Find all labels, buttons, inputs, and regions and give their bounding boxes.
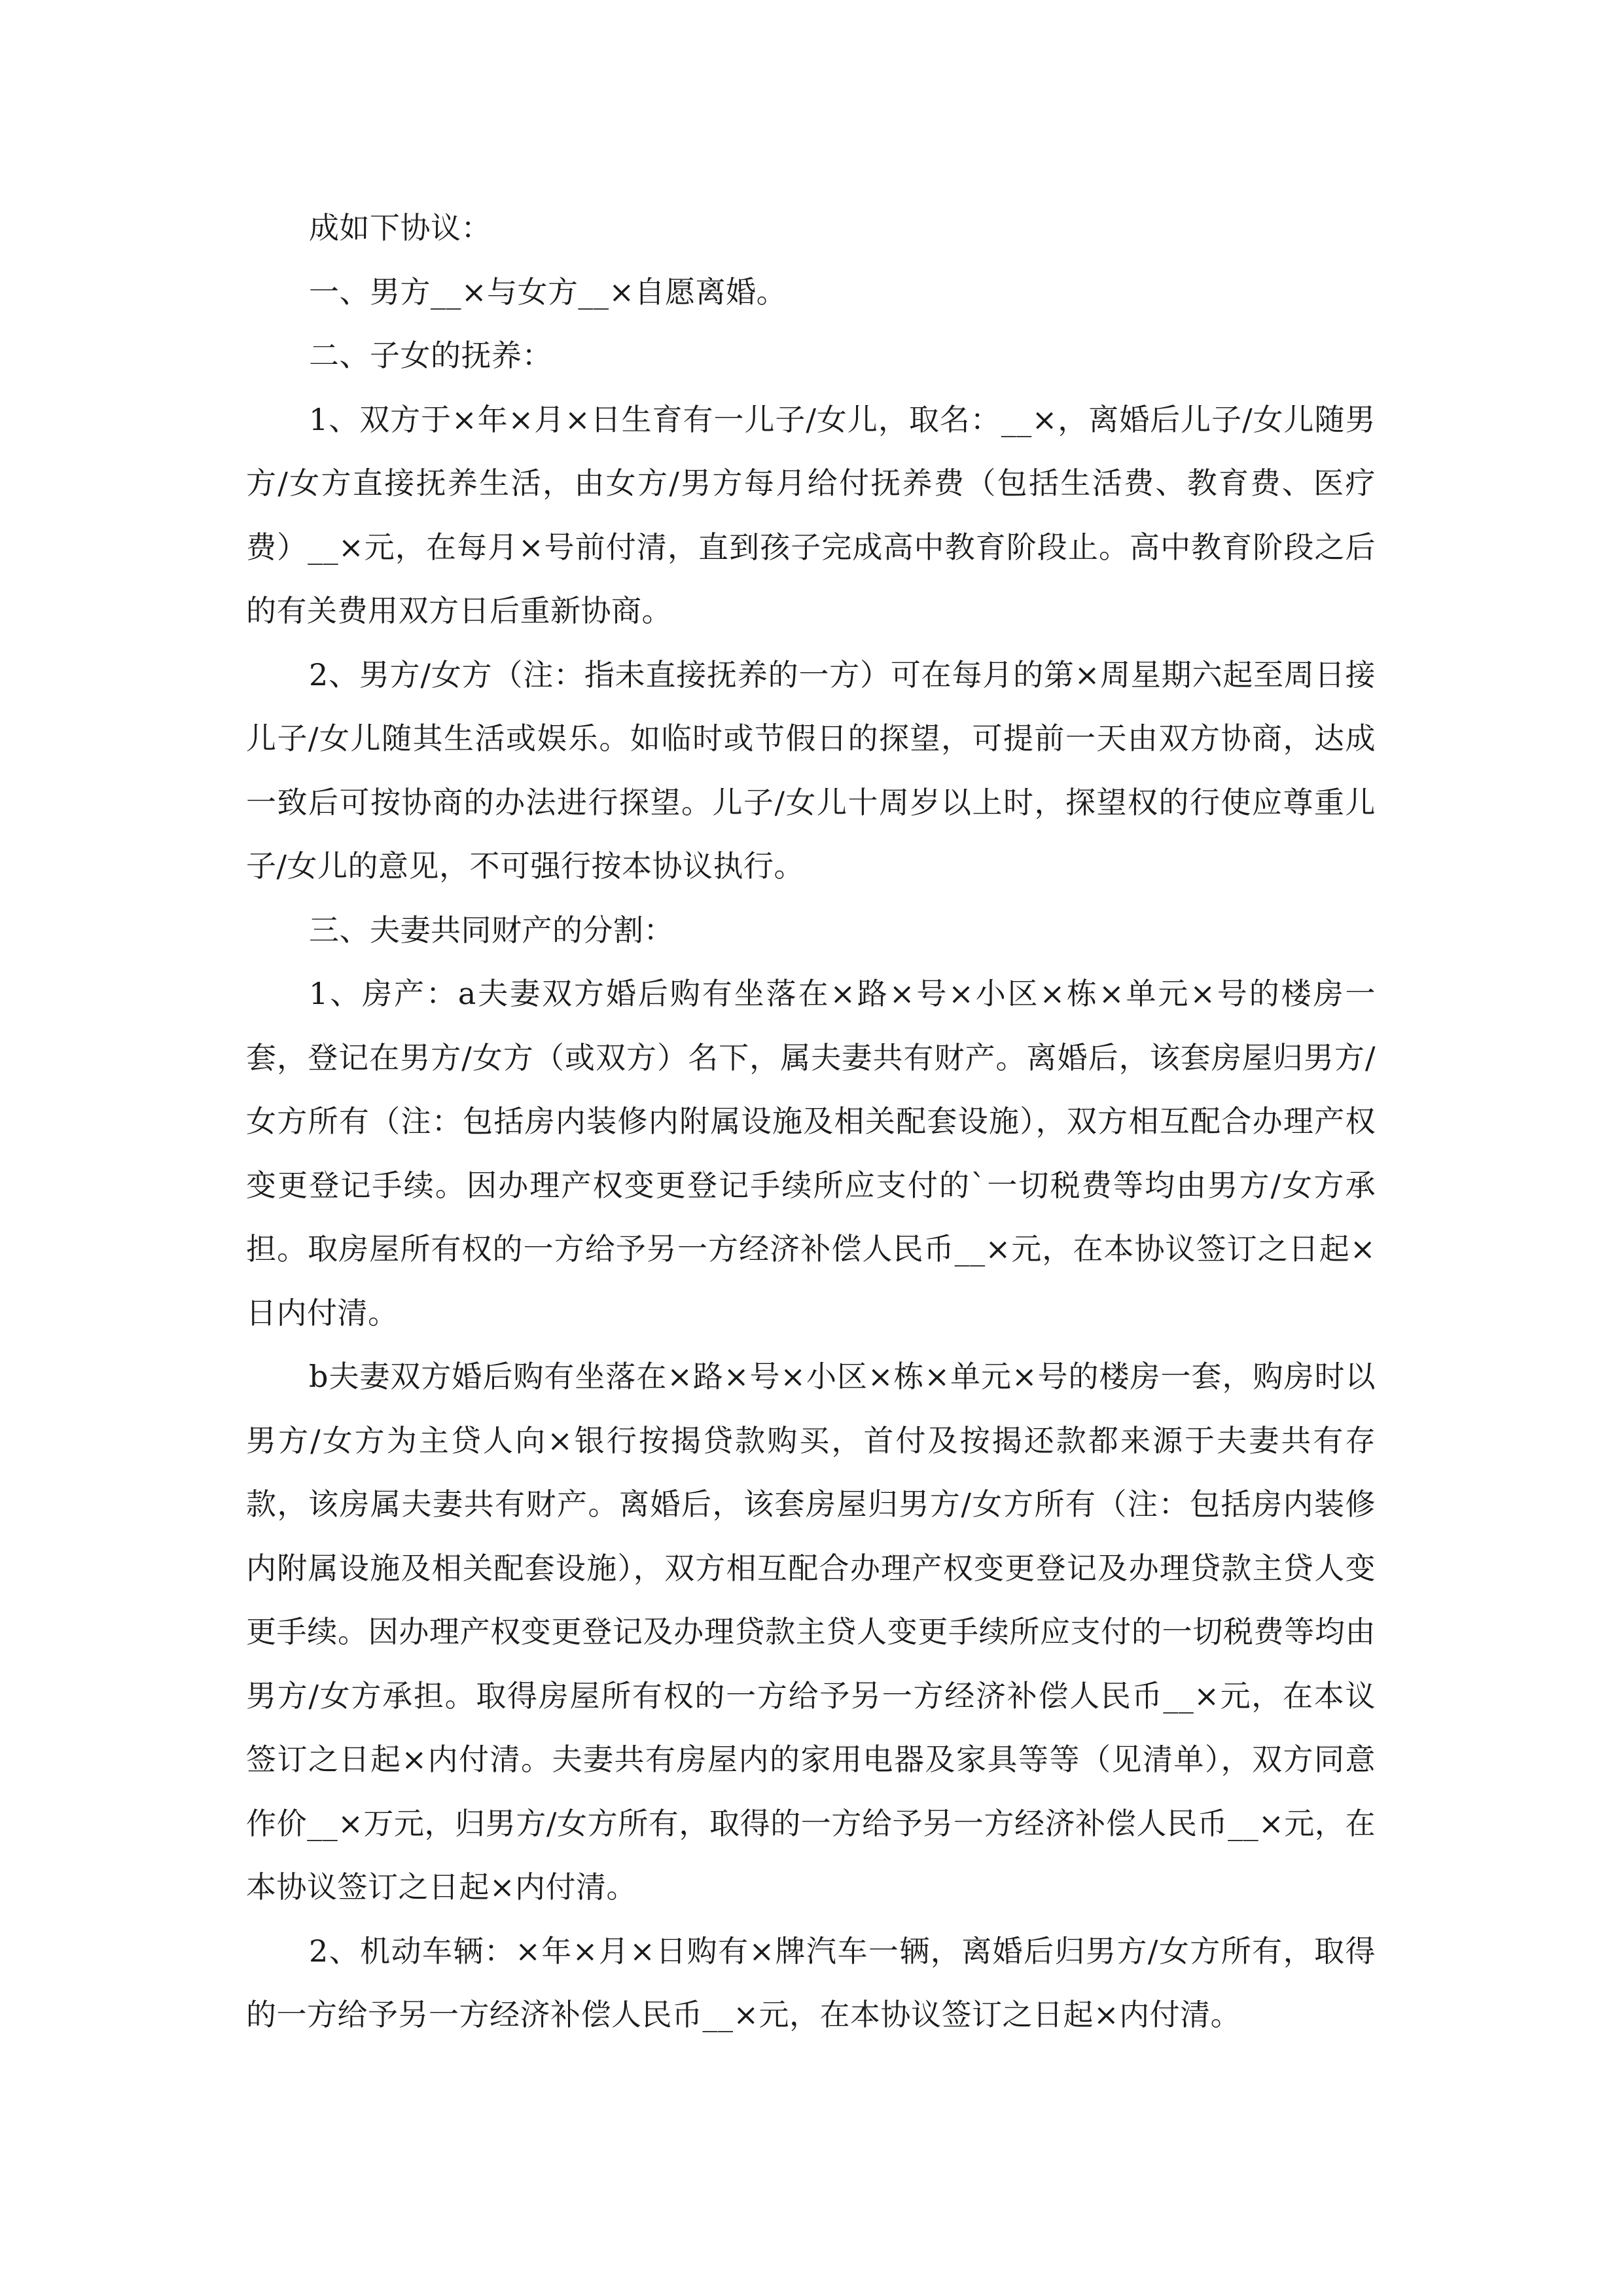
document-body: [246, 196, 1376, 2047]
paragraph-child-support: 1、双方于×年×月×日生育有一儿子/女儿，取名：__×，离婚后儿子/女儿随男方/女方直接抚养生活，由女方/男方每月给付抚养费（包括生活费、教育费、医疗费）__×元，在每月×号前付清，直到孩子完成高中教育阶段止。高中教育阶段之后的有关费用双方日后重新协商。: [246, 401, 1376, 628]
paragraph-real-estate-a: 1、房产：a夫妻双方婚后购有坐落在×路×号×小区×栋×单元×号的楼房一套，登记在男方/女方（或双方）名下，属夫妻共有财产。离婚后，该套房屋归男方/女方所有（注：包括房内装修内附属设施及相关配套设施），双方相互配合办理产权变更登记手续。因办理产权变更登记手续所应支付的`一切税费等均由男方/女方承担。取房屋所有权的一方给予另一方经济补偿人民币__×元，在本协议签订之日起×日内付清。: [246, 976, 1376, 1331]
section-heading-property-division: 三、夫妻共同财产的分割：: [309, 912, 674, 948]
paragraph-visitation: 2、男方/女方（注：指未直接抚养的一方）可在每月的第×周星期六起至周日接儿子/女儿随其生活或娱乐。如临时或节假日的探望，可提前一天由双方协商，达成一致后可按协商的办法进行探望。儿子/女儿十周岁以上时，探望权的行使应尊重儿子/女儿的意见，不可强行按本协议执行。: [246, 656, 1376, 884]
paragraph-intro: 成如下协议：: [309, 210, 491, 245]
paragraph-real-estate-b: b夫妻双方婚后购有坐落在×路×号×小区×栋×单元×号的楼房一套，购房时以男方/女方为主贷人向×银行按揭贷款购买，首付及按揭还款都来源于夫妻共有存款，该房属夫妻共有财产。离婚后，该套房屋归男方/女方所有（注：包括房内装修内附属设施及相关配套设施），双方相互配合办理产权变更登记及办理贷款主贷人变更手续。因办理产权变更登记及办理贷款主贷人变更手续所应支付的一切税费等均由男方/女方承担。取得房屋所有权的一方给予另一方经济补偿人民币__×元，在本议签订之日起×内付清。夫妻共有房屋内的家用电器及家具等等（见清单），双方同意作价__×万元，归男方/女方所有，取得的一方给予另一方经济补偿人民币__×元，在本协议签订之日起×内付清。: [246, 1359, 1376, 1905]
paragraph-motor-vehicle: 2、机动车辆：×年×月×日购有×牌汽车一辆，离婚后归男方/女方所有，取得的一方给予另一方经济补偿人民币__×元，在本协议签订之日起×内付清。: [246, 1933, 1376, 2032]
paragraph-divorce-consent: 一、男方__×与女方__×自愿离婚。: [309, 274, 787, 310]
section-heading-child-custody: 二、子女的抚养：: [309, 338, 552, 373]
